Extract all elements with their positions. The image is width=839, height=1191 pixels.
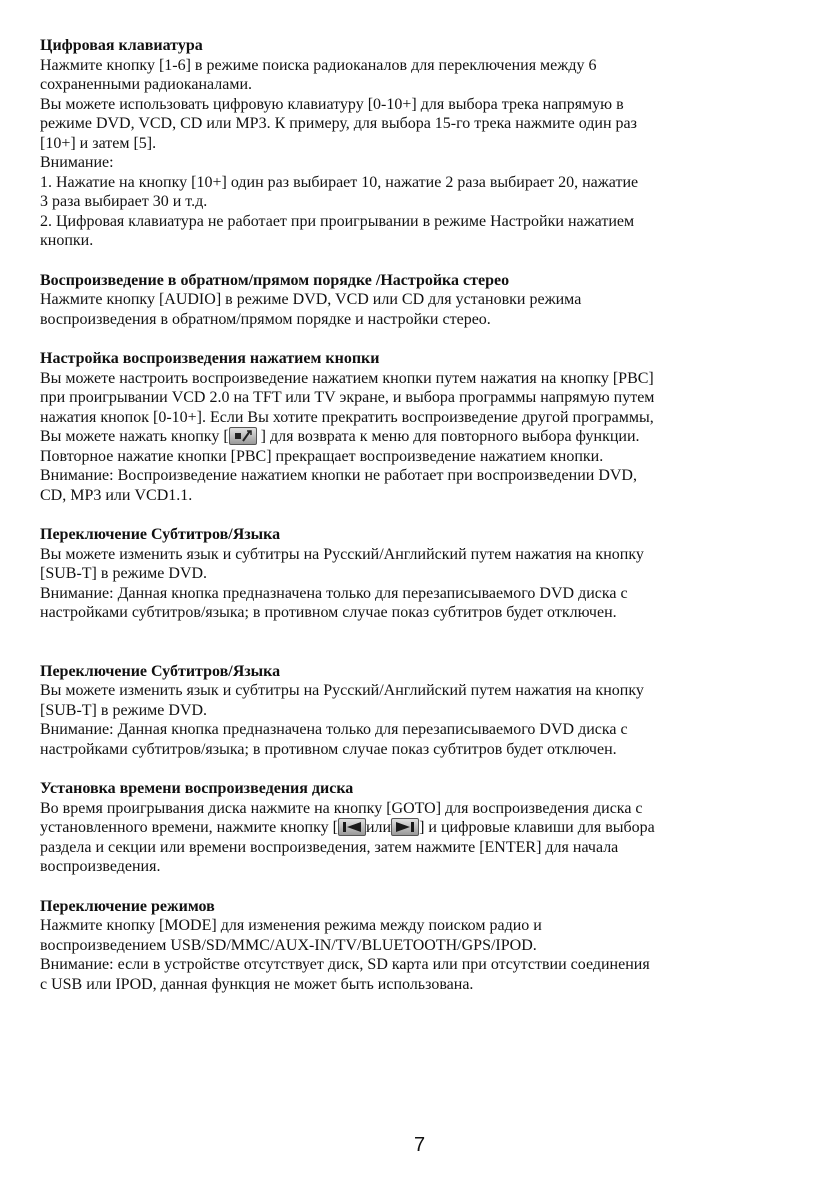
section-title: Переключение Субтитров/Языка xyxy=(40,662,281,680)
text-line: Нажмите кнопку [MODE] для изменения режима между поиском радио и xyxy=(40,917,542,934)
text-line: с USB или IPOD, данная функция не может быть использована. xyxy=(40,975,474,993)
text-line: сохраненными радиоканалами. xyxy=(40,76,253,93)
section-mode-switch xyxy=(40,897,745,995)
text-line: кнопки. xyxy=(40,232,94,249)
text-line: Вы можете использовать цифровую клавиатуру [0-10+] для выбора трека напрямую в xyxy=(40,95,624,113)
text-line: CD, MP3 или VCD1.1. xyxy=(40,486,193,504)
section-title: Переключение Субтитров/Языка xyxy=(40,526,281,543)
text-fragment: Вы можете нажать кнопку [ xyxy=(40,428,229,445)
text-line: воспроизведения в обратном/прямом порядке и настройки стерео. xyxy=(40,310,491,328)
text-line: Во время проигрывания диска нажмите на кнопку [GOTO] для воспроизведения диска с xyxy=(40,799,643,817)
text-line: 1. Нажатие на кнопку [10+] один раз выбирает 10, нажатие 2 раза выбирает 20, нажатие xyxy=(40,173,639,191)
text-line-with-icon xyxy=(40,427,745,447)
text-line: воспроизведения. xyxy=(40,858,161,875)
text-line: Вы можете настроить воспроизведение нажатием кнопки путем нажатия на кнопку [PBC] xyxy=(40,369,654,387)
text-fragment: ] и цифровые клавиши для выбора xyxy=(419,819,655,836)
section-subtitle-language-repeat xyxy=(40,662,745,760)
text-line: Нажмите кнопку [AUDIO] в режиме DVD, VCD или CD для установки режима xyxy=(40,291,582,308)
text-line: Внимание: Данная кнопка предназначена только для перезаписываемого DVD диска с xyxy=(40,584,628,602)
text-fragment: установленного времени, нажмите кнопку [ xyxy=(40,819,338,836)
section-pbc xyxy=(40,349,745,505)
section-goto-time xyxy=(40,779,745,877)
return-icon xyxy=(229,427,257,445)
text-line: Внимание: Данная кнопка предназначена только для перезаписываемого DVD диска с xyxy=(40,721,628,738)
section-digital-keypad xyxy=(40,36,745,251)
text-line: Нажмите кнопку [1-6] в режиме поиска радиоканалов для переключения между 6 xyxy=(40,56,597,74)
text-line: нажатия кнопок [0-10+]. Если Вы хотите прекратить воспроизведение другой программы, xyxy=(40,408,654,426)
text-line: Внимание: если в устройстве отсутствует диск, SD карта или при отсутствии соединения xyxy=(40,956,650,973)
section-title: Установка времени воспроизведения диска xyxy=(40,780,354,797)
text-line: Вы можете изменить язык и субтитры на Русский/Английский путем нажатия на кнопку xyxy=(40,682,644,699)
text-line: [10+] и затем [5]. xyxy=(40,134,157,152)
text-line: 3 раза выбирает 30 и т.д. xyxy=(40,193,208,210)
section-title: Настройка воспроизведения нажатием кнопки xyxy=(40,350,380,367)
text-fragment: или xyxy=(365,819,392,836)
previous-icon xyxy=(338,818,366,836)
section-title: Воспроизведение в обратном/прямом порядке /Настройка стерео xyxy=(40,271,510,289)
text-fragment: ] для возврата к меню для повторного выбора функции. xyxy=(256,428,640,445)
section-audio-order xyxy=(40,271,745,330)
text-line: 2. Цифровая клавиатура не работает при проигрывании в режиме Настройки нажатием xyxy=(40,212,635,230)
text-line: режиме DVD, VCD, CD или MP3. К примеру, для выбора 15-го трека нажмите один раз xyxy=(40,115,637,132)
text-line: Повторное нажатие кнопки [PBC] прекращает воспроизведение нажатием кнопки. xyxy=(40,447,604,465)
text-line: Внимание: Воспроизведение нажатием кнопки не работает при воспроизведении DVD, xyxy=(40,467,637,484)
text-line-with-icons xyxy=(40,818,745,838)
text-line: раздела и секции или времени воспроизведения, затем нажмите [ENTER] для начала xyxy=(40,838,619,856)
section-title: Переключение режимов xyxy=(40,897,215,915)
text-line: Вы можете изменить язык и субтитры на Русский/Английский путем нажатия на кнопку xyxy=(40,545,644,563)
text-line: настройками субтитров/языка; в противном случае показ субтитров будет отключен. xyxy=(40,740,617,758)
section-subtitle-language xyxy=(40,525,745,623)
text-line: [SUB-T] в режиме DVD. xyxy=(40,701,208,719)
manual-page xyxy=(40,36,745,994)
text-line: настройками субтитров/языка; в противном случае показ субтитров будет отключен. xyxy=(40,604,617,621)
section-title: Цифровая клавиатура xyxy=(40,37,203,54)
next-icon xyxy=(391,818,419,836)
text-line: воспроизведением USB/SD/MMC/AUX-IN/TV/BLUETOOTH/GPS/IPOD. xyxy=(40,936,537,954)
text-line: [SUB-T] в режиме DVD. xyxy=(40,565,208,582)
page-number: 7 xyxy=(413,1134,426,1156)
text-line: Внимание: xyxy=(40,154,114,171)
text-line: при проигрывании VCD 2.0 на TFT или TV экране, и выбора программы напрямую путем xyxy=(40,389,655,406)
